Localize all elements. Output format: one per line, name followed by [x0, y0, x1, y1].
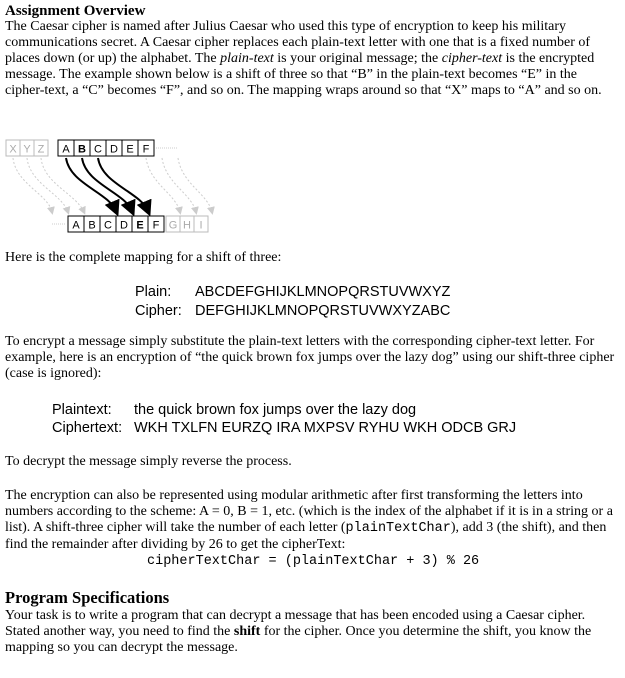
shift-arrows [66, 158, 148, 211]
top-letter-x: X [9, 143, 17, 156]
top-letter-e: E [126, 143, 134, 156]
modular-block [5, 488, 615, 553]
plaintextchar-code: plainTextChar [345, 521, 451, 536]
ciphertext-label: Ciphertext: [52, 420, 123, 436]
cipher-alphabet: DEFGHIJKLMNOPQRSTUVWXYZABC [195, 303, 451, 319]
encrypt-paragraph: To encrypt a message simply substitute the plain-text letters with the corresponding cipher-text letter. For example, here is an encryption of “the quick brown fox jumps over the lazy dog” using our shift-three cipher (case is ignored): [5, 334, 615, 381]
plaintext-label: Plaintext: [52, 402, 112, 418]
formula: cipherTextChar = (plainTextChar + 3) % 26 [147, 554, 480, 569]
bottom-letter-a: A [72, 219, 80, 232]
decrypt-paragraph: To decrypt the message simply reverse the process. [5, 454, 292, 469]
bottom-faded-letters [166, 216, 208, 232]
modular-paragraph: The encryption can also be represented using modular arithmetic after first transforming the letters into numbers according to the scheme: A = 0, B = 1, etc. (which is the index of the alphabet if it is in a string or a list). A shift-three cipher will take the number of each letter (plainTextChar), add 3 (the shift), and then find the remainder after dividing by 26 to get the cipherText: [5, 488, 613, 552]
shift-bold: shift [233, 624, 261, 639]
plain-alphabet: ABCDEFGHIJKLMNOPQRSTUVWXYZ [195, 284, 451, 300]
plaintext-row [52, 401, 516, 419]
ciphertext-row [52, 419, 516, 437]
cipher-label: Cipher: [135, 303, 182, 319]
caesar-shift-diagram [0, 138, 250, 234]
top-letter-d: D [110, 143, 118, 156]
ciphertext-value: WKH TXLFN EURZQ IRA MXPSV RYHU WKH ODCB GRJ [134, 420, 517, 436]
encryption-example [52, 401, 516, 437]
bottom-letter-b: B [88, 219, 96, 232]
encrypt-block [5, 334, 615, 382]
plain-row [135, 283, 450, 302]
spec-section [5, 588, 615, 656]
bottom-letter-c: C [104, 219, 112, 232]
top-letter-y: Y [23, 143, 31, 156]
mapping-intro: Here is the complete mapping for a shift of three: [5, 250, 282, 265]
bottom-letter-g: G [168, 219, 178, 232]
bottom-letter-e: E [136, 219, 144, 232]
spec-title: Program Specifications [5, 588, 170, 607]
bottom-letter-i: I [199, 219, 203, 232]
top-faded-letters [6, 140, 48, 156]
plain-label: Plain: [135, 284, 172, 300]
overview-title: Assignment Overview [5, 3, 146, 19]
bottom-letter-f: F [152, 219, 160, 232]
top-letter-a: A [62, 143, 70, 156]
overview-paragraph: The Caesar cipher is named after Julius Caesar who used this type of encryption to keep his military communications secret. A Caesar cipher replaces each plain-text letter with one that is a fixed number of places down (or up) the alphabet. The plain-text is your original message; the cipher-text is the encrypted message. The example shown below is a shift of three so that “B” in the plain-text becomes “E” in the cipher-text, a “C” becomes “F”, and so on. The mapping wraps around so that “X” maps to “A” and so on. [5, 19, 602, 98]
top-letter-z: Z [37, 143, 45, 156]
cipher-row [135, 302, 450, 321]
mapping-intro-block [5, 250, 615, 266]
spec-paragraph: Your task is to write a program that can decrypt a message that has been encoded using a Caesar cipher. Stated another way, you need to find the shift for the cipher. Once you determine the shift, you know the mapping so you can decrypt the message. [5, 608, 592, 655]
overview-section [5, 3, 615, 99]
top-letter-c: C [94, 143, 102, 156]
bottom-letter-d: D [120, 219, 128, 232]
plaintext-value: the quick brown fox jumps over the lazy dog [134, 402, 417, 418]
complete-mapping [135, 283, 450, 321]
bottom-letter-h: H [183, 219, 191, 232]
decrypt-block [5, 454, 615, 470]
top-main-letters [58, 140, 154, 156]
top-letter-f: F [142, 143, 150, 156]
top-letter-b: B [78, 143, 86, 156]
bottom-main-letters [68, 216, 164, 232]
